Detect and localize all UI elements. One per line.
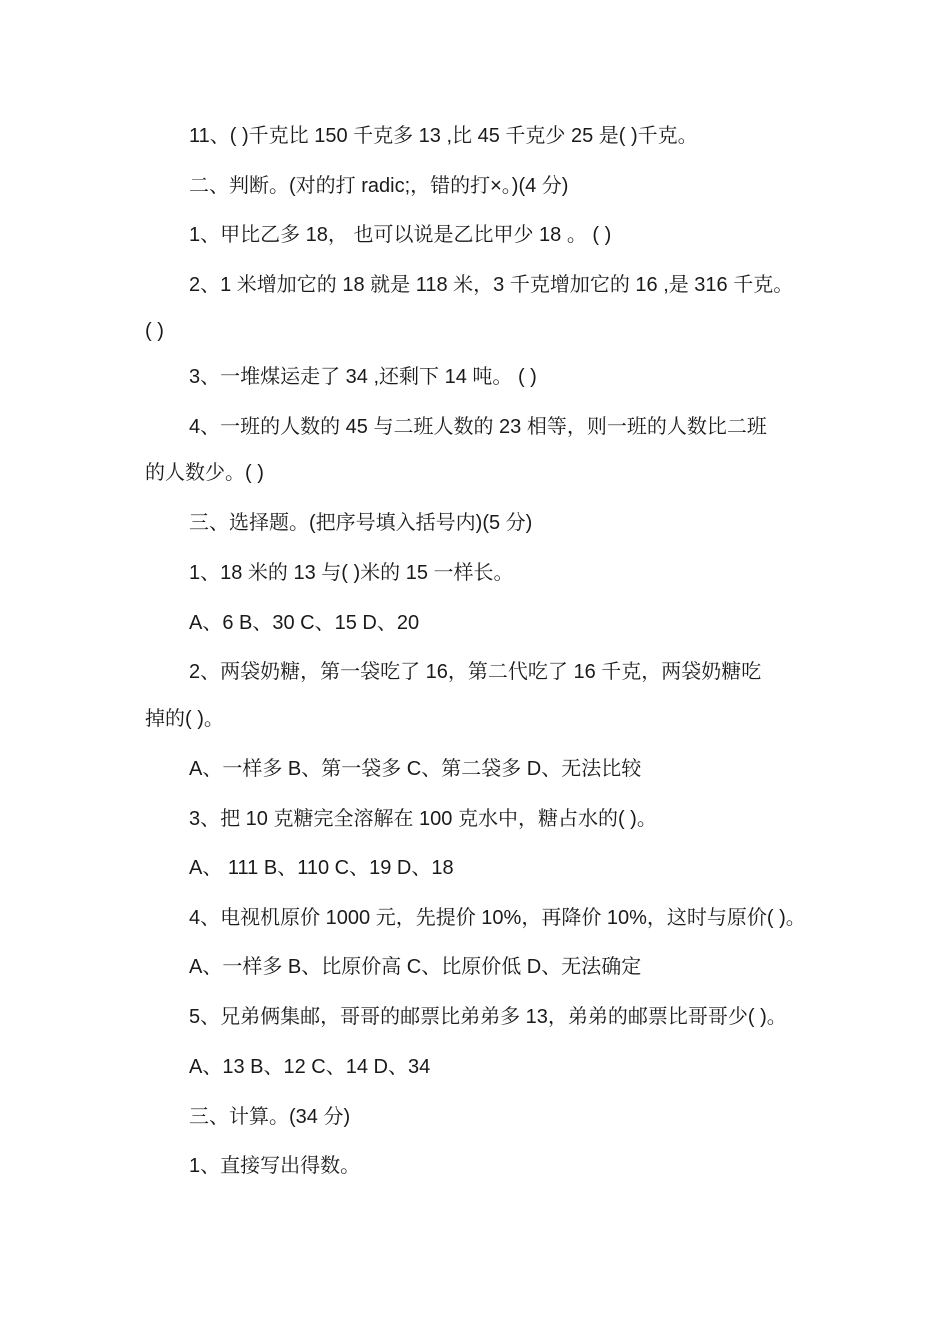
question-11-fill-blank: 11、( )千克比 150 千克多 13 ,比 45 千克少 25 是( )千克。	[189, 125, 698, 147]
calculation-item-1: 1、直接写出得数。	[189, 1155, 361, 1177]
choice-question-5: 5、兄弟俩集邮，哥哥的邮票比弟弟多 13，弟弟的邮票比哥哥少( )。	[189, 1006, 787, 1028]
choice-options-1: A、6 B、30 C、15 D、20	[189, 612, 420, 634]
choice-question-2: 2、两袋奶糖，第一袋吃了 16，第二代吃了 16 千克，两袋奶糖吃	[189, 661, 762, 683]
choice-options-5: A、13 B、12 C、14 D、34	[189, 1056, 431, 1078]
section-choice-heading: 三、选择题。(把序号填入括号内)(5 分)	[189, 512, 533, 534]
choice-question-3: 3、把 10 克糖完全溶解在 100 克水中，糖占水的( )。	[189, 808, 657, 830]
judgment-item-1: 1、甲比乙多 18， 也可以说是乙比甲少 18 。 ( )	[189, 224, 612, 246]
judgment-item-4-continued: 的人数少。( )	[145, 462, 264, 484]
choice-options-3: A、 111 B、110 C、19 D、18	[189, 857, 454, 879]
choice-options-4: A、一样多 B、比原价高 C、比原价低 D、无法确定	[189, 956, 642, 978]
judgment-item-2-continued: ( )	[145, 320, 164, 342]
choice-options-2: A、一样多 B、第一袋多 C、第二袋多 D、无法比较	[189, 758, 642, 780]
choice-question-4: 4、电视机原价 1000 元，先提价 10%，再降价 10%，这时与原价( )。	[189, 907, 806, 929]
section-judgment-heading: 二、判断。(对的打 radic;，错的打×。)(4 分)	[189, 175, 569, 197]
choice-question-1: 1、18 米的 13 与( )米的 15 一样长。	[189, 562, 514, 584]
judgment-item-4: 4、一班的人数的 45 与二班人数的 23 相等，则一班的人数比二班	[189, 416, 767, 438]
section-calculation-heading: 三、计算。(34 分)	[189, 1106, 351, 1128]
judgment-item-2: 2、1 米增加它的 18 就是 118 米，3 千克增加它的 16 ,是 316 千克。	[189, 274, 794, 296]
judgment-item-3: 3、一堆煤运走了 34 ,还剩下 14 吨。 ( )	[189, 366, 537, 388]
choice-question-2-continued: 掉的( )。	[145, 708, 224, 730]
